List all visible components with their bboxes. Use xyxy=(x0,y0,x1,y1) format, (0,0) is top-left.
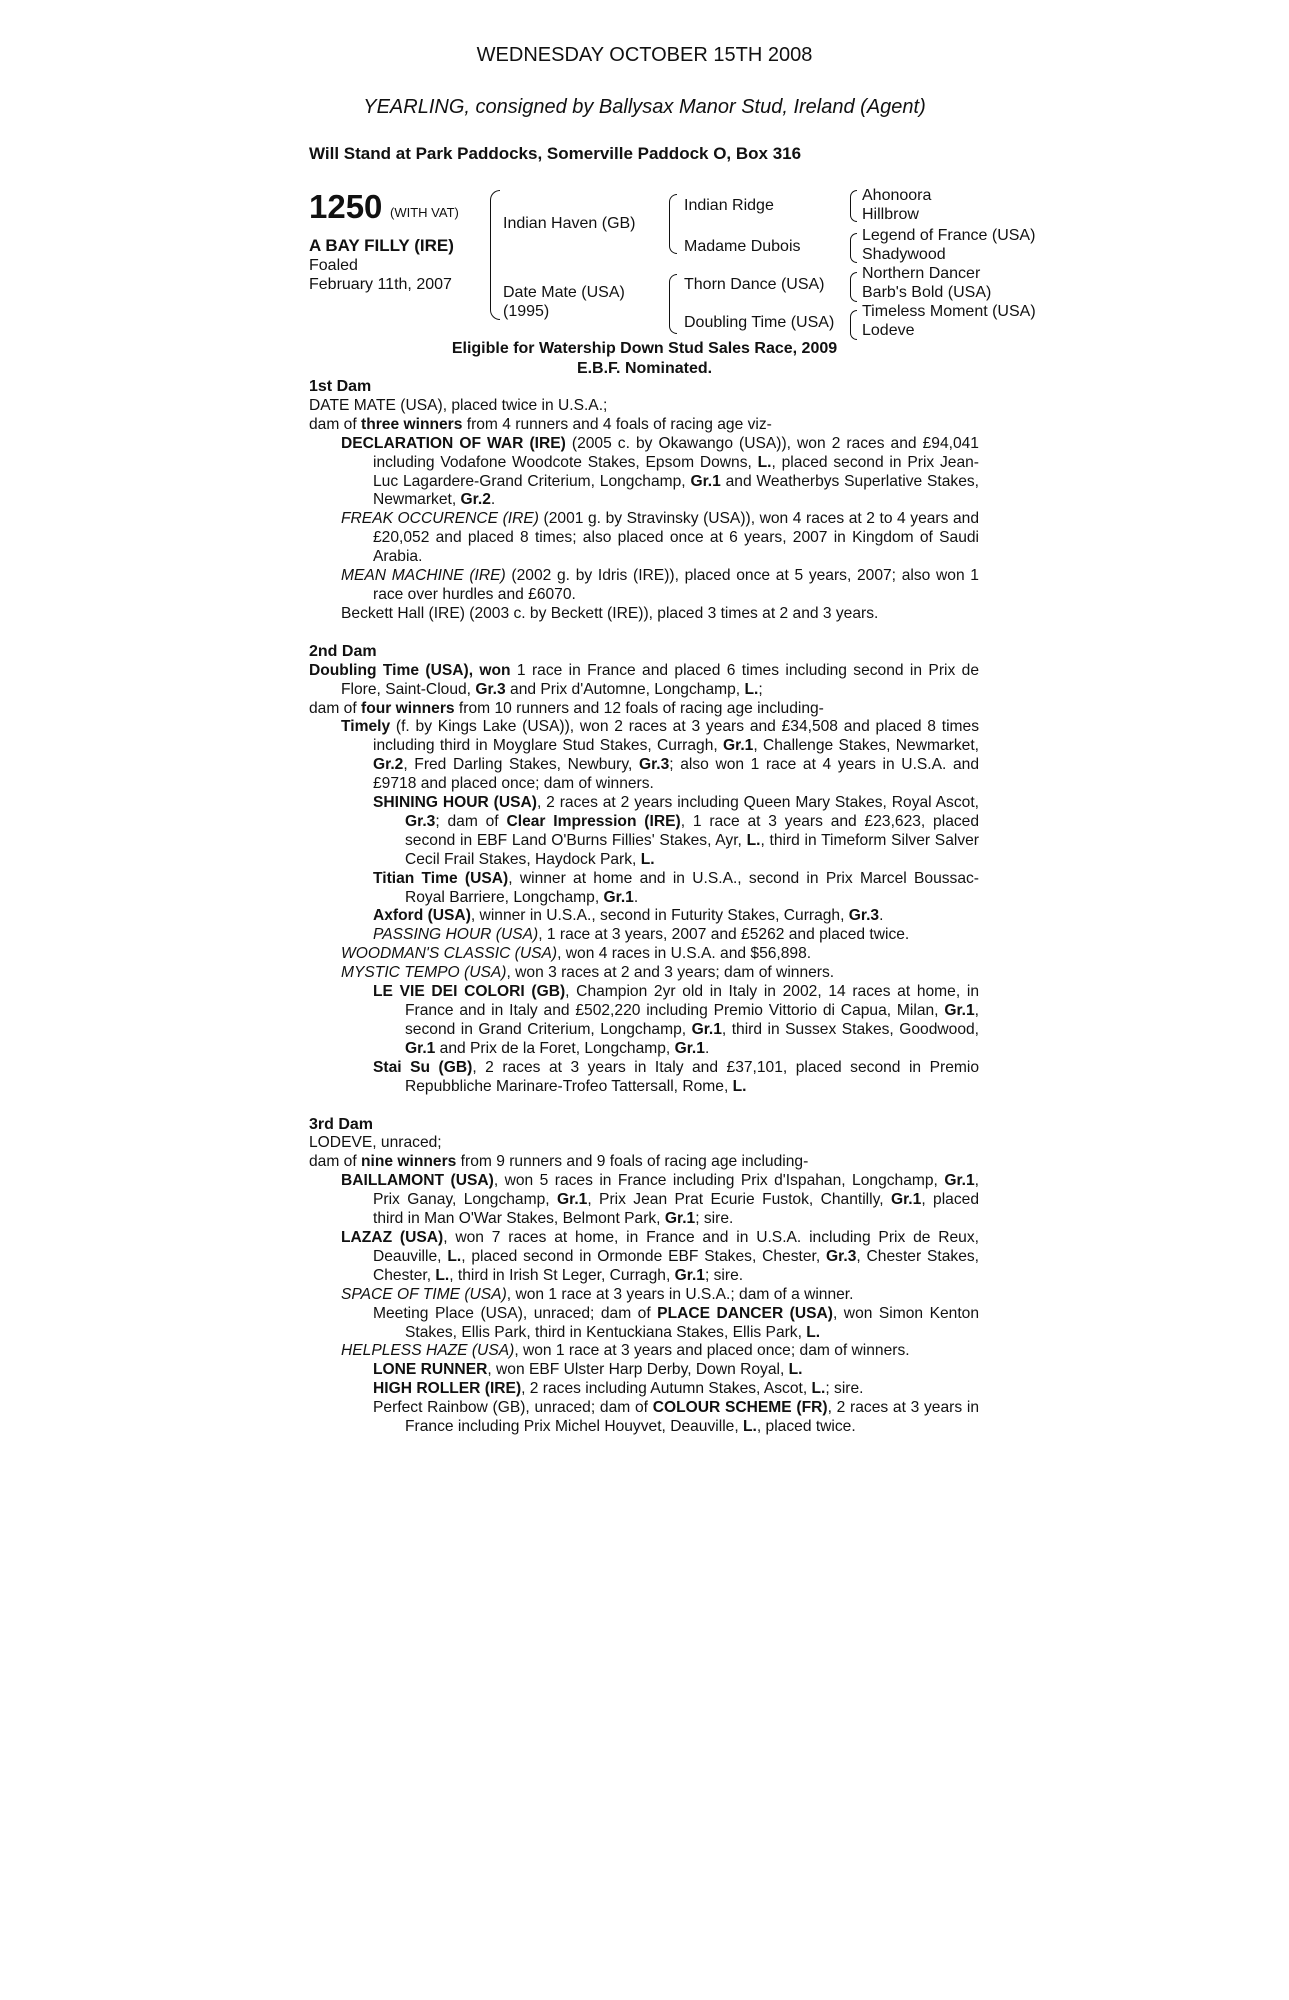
pedigree-dds: Timeless Moment (USA) xyxy=(862,303,1036,320)
foaled-label: Foaled xyxy=(309,257,358,274)
produce-entry: FREAK OCCURENCE (IRE) (2001 g. by Stravinsky (USA)), won 4 races at 2 to 4 years and £20,052 and placed 8 times; also placed once at 6 years, 2007 in Kingdom of Saudi Arabia. xyxy=(341,510,979,566)
produce-entry: Titian Time (USA), winner at home and in U.S.A., second in Prix Marcel Boussac-Royal Barriere, Longchamp, Gr.1. xyxy=(373,869,979,906)
ebf-nominated: E.B.F. Nominated. xyxy=(576,360,713,377)
produce-entry: Stai Su (GB), 2 races at 3 years in Italy and £37,101, placed second in Premio Repubbliche Marinare-Trofeo Tattersall, Rome, L. xyxy=(373,1058,979,1095)
produce-entry: HELPLESS HAZE (USA), won 1 race at 3 years and placed once; dam of winners. xyxy=(341,1342,910,1360)
pedigree-dam-dam: Doubling Time (USA) xyxy=(684,314,835,331)
produce-entry: Beckett Hall (IRE) (2003 c. by Beckett (IRE)), placed 3 times at 2 and 3 years. xyxy=(341,604,879,622)
sale-date: WEDNESDAY OCTOBER 15TH 2008 xyxy=(476,44,813,66)
produce-entry: Perfect Rainbow (GB), unraced; dam of COLOUR SCHEME (FR), 2 races at 3 years in France including Prix Michel Houyvet, Deauville, L., placed twice. xyxy=(373,1399,980,1436)
pedigree-sire-sire: Indian Ridge xyxy=(684,197,774,214)
pedigree-dam: Date Mate (USA) xyxy=(503,284,625,301)
pedigree-brace xyxy=(669,194,677,254)
pedigree-brace xyxy=(850,272,857,302)
pedigree-ddd: Lodeve xyxy=(862,322,915,339)
lot-number: 1250 xyxy=(309,188,383,225)
lot-title: A BAY FILLY (IRE) xyxy=(309,236,454,255)
first-dam-line: DATE MATE (USA), placed twice in U.S.A.; xyxy=(309,396,608,414)
second-dam-heading: 2nd Dam xyxy=(309,642,377,660)
vat-note: (WITH VAT) xyxy=(390,205,459,220)
produce-entry: WOODMAN'S CLASSIC (USA), won 4 races in U.S.A. and $56,898. xyxy=(341,945,812,963)
stand-location: Will Stand at Park Paddocks, Somerville Paddock O, Box 316 xyxy=(309,144,802,163)
produce-entry: Timely (f. by Kings Lake (USA)), won 2 races at 3 years and £34,508 and placed 8 times including third in Moyglare Stud Stakes, Curragh, Gr.1, Challenge Stakes, Newmarket, Gr.2, Fred Darling Stakes, Newbury, Gr.3; also won 1 race at 4 years in U.S.A. and £9718 and placed once; dam of winners. xyxy=(341,718,980,793)
first-dam-produce-summary: dam of three winners from 4 runners and 4 foals of racing age viz- xyxy=(309,415,772,433)
produce-entry: HIGH ROLLER (IRE), 2 races including Autumn Stakes, Ascot, L.; sire. xyxy=(373,1380,864,1398)
produce-entry: LONE RUNNER, won EBF Ulster Harp Derby, Down Royal, L. xyxy=(373,1361,803,1379)
pedigree-brace xyxy=(850,310,857,340)
pedigree-sss: Ahonoora xyxy=(862,187,932,204)
pedigree-brace xyxy=(490,190,500,320)
produce-entry: SPACE OF TIME (USA), won 1 race at 3 years in U.S.A.; dam of a winner. xyxy=(341,1285,854,1303)
third-dam-line: LODEVE, unraced; xyxy=(309,1134,442,1152)
dam-notes xyxy=(309,378,979,1437)
third-dam-heading: 3rd Dam xyxy=(309,1115,374,1133)
pedigree-sire: Indian Haven (GB) xyxy=(503,215,636,232)
second-dam-line: Doubling Time (USA), won 1 race in France and placed 6 times including second in Prix de Flore, Saint-Cloud, Gr.3 and Prix d'Automne, Longchamp, L.; xyxy=(309,661,979,698)
produce-entry: MYSTIC TEMPO (USA), won 3 races at 2 and 3 years; dam of winners. xyxy=(341,964,835,982)
pedigree-dss: Northern Dancer xyxy=(862,265,981,282)
produce-entry: DECLARATION OF WAR (IRE) (2005 c. by Okawango (USA)), won 2 races and £94,041 including Vodafone Woodcote Stakes, Epsom Downs, L., placed second in Prix Jean-Luc Lagardere-Grand Criterium, Longchamp, Gr.1 and Weatherbys Superlative Stakes, Newmarket, Gr.2. xyxy=(341,434,979,509)
produce-entry: Meeting Place (USA), unraced; dam of PLACE DANCER (USA), won Simon Kenton Stakes, Ellis Park, third in Kentuckiana Stakes, Ellis Park, L. xyxy=(373,1304,979,1341)
eligibility-race: Eligible for Watership Down Stud Sales Race, 2009 xyxy=(451,340,838,357)
produce-entry: LAZAZ (USA), won 7 races at home, in France and in U.S.A. including Prix de Reux, Deauville, L., placed second in Ormonde EBF Stakes, Chester, Gr.3, Chester Stakes, Chester, L., third in Irish St Leger, Curragh, Gr.1; sire. xyxy=(341,1228,979,1284)
produce-entry: PASSING HOUR (USA), 1 race at 3 years, 2007 and £5262 and placed twice. xyxy=(373,926,910,944)
pedigree-sdd: Shadywood xyxy=(862,246,946,263)
pedigree-sds: Legend of France (USA) xyxy=(862,227,1036,244)
produce-entry: MEAN MACHINE (IRE) (2002 g. by Idris (IRE)), placed once at 5 years, 2007; also won 1 race over hurdles and £6070. xyxy=(341,567,979,603)
produce-entry: SHINING HOUR (USA), 2 races at 2 years including Queen Mary Stakes, Royal Ascot, Gr.3; dam of Clear Impression (IRE), 1 race at 3 years and £23,623, placed second in EBF Land O'Burns Fillies' Stakes, Ayr, L., third in Timeform Silver Salver Cecil Frail Stakes, Haydock Park, L. xyxy=(373,794,980,868)
pedigree-brace xyxy=(850,233,857,263)
second-dam-produce-summary: dam of four winners from 10 runners and 12 foals of racing age including- xyxy=(309,699,824,717)
foaled-date: February 11th, 2007 xyxy=(309,276,452,293)
pedigree-dsd: Barb's Bold (USA) xyxy=(862,284,992,301)
produce-entry: BAILLAMONT (USA), won 5 races in France including Prix d'Ispahan, Longchamp, Gr.1, Prix Ganay, Longchamp, Gr.1, Prix Jean Prat Ecurie Fustok, Chantilly, Gr.1, placed third in Man O'War Stakes, Belmont Park, Gr.1; sire. xyxy=(341,1172,979,1228)
produce-entry: LE VIE DEI COLORI (GB), Champion 2yr old in Italy in 2002, 14 races at home, in France and in Italy and £502,220 including Premio Vittorio di Capua, Milan, Gr.1, second in Grand Criterium, Longchamp, Gr.1, third in Sussex Stakes, Goodwood, Gr.1 and Prix de la Foret, Longchamp, Gr.1. xyxy=(373,983,979,1057)
pedigree-dam-sire: Thorn Dance (USA) xyxy=(684,276,825,293)
third-dam-produce-summary: dam of nine winners from 9 runners and 9 foals of racing age including- xyxy=(309,1153,809,1171)
pedigree-sire-dam: Madame Dubois xyxy=(684,238,801,255)
produce-entry: Axford (USA), winner in U.S.A., second in Futurity Stakes, Curragh, Gr.3. xyxy=(373,907,884,925)
first-dam-heading: 1st Dam xyxy=(309,378,372,395)
pedigree-brace xyxy=(669,274,677,334)
pedigree-ssd: Hillbrow xyxy=(862,206,919,223)
pedigree-brace xyxy=(850,190,857,222)
consignment-line: YEARLING, consigned by Ballysax Manor Stud, Ireland (Agent) xyxy=(363,96,926,118)
pedigree-dam-year: (1995) xyxy=(503,303,550,320)
